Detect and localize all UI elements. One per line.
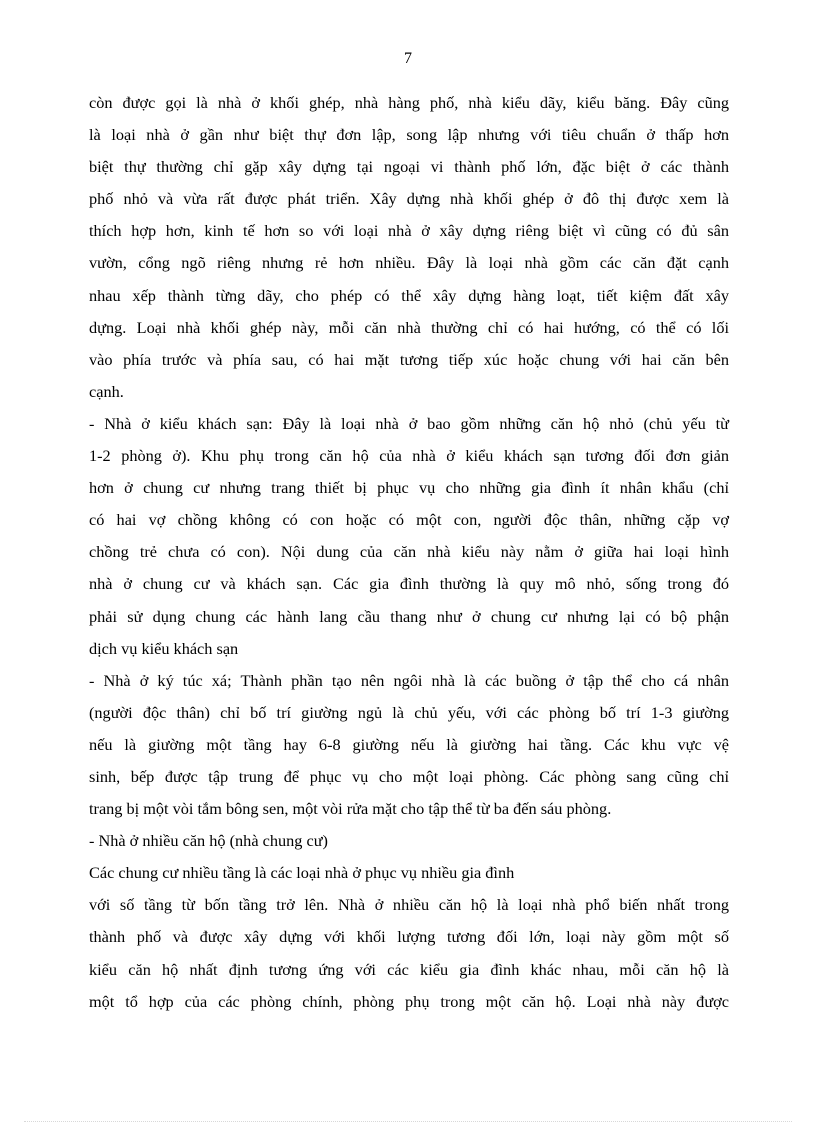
text-line: trang bị một vòi tắm bông sen, một vòi rửa mặt cho tập thể từ ba đến sáu phòng.: [89, 799, 612, 819]
document-body: [89, 87, 729, 1018]
text-line: với số tầng từ bốn tầng trở lên. Nhà ở nhiều căn hộ là loại nhà phổ biến nhất trong: [89, 895, 729, 915]
text-line: còn được gọi là nhà ở khối ghép, nhà hàng phố, nhà kiểu dãy, kiểu băng. Đây cũng: [89, 93, 729, 112]
text-line: vào phía trước và phía sau, có hai mặt tương tiếp xúc hoặc chung với hai căn bên: [89, 349, 729, 369]
page-bottom-divider: [24, 1121, 792, 1122]
text-line: phố nhỏ và vừa rất được phát triển. Xây dựng nhà khối ghép ở đô thị được xem là: [89, 189, 729, 209]
text-line: nếu là giường một tầng hay 6-8 giường nếu là giường hai tầng. Các khu vực vệ: [89, 734, 729, 754]
page-number: 7: [404, 50, 412, 67]
text-line: thành phố và được xây dựng với khối lượng tương đối lớn, loại này gồm một số: [89, 927, 729, 947]
text-line: - Nhà ở ký túc xá; Thành phần tạo nên ngôi nhà là các buồng ở tập thể cho cá nhân: [89, 670, 729, 690]
text-line: một tổ hợp của các phòng chính, phòng phụ trong một căn hộ. Loại nhà này được: [89, 991, 729, 1011]
text-line: cạnh.: [89, 381, 124, 401]
text-line: biệt thự thường chỉ gặp xây dựng tại ngoại vi thành phố lớn, đặc biệt ở các thành: [89, 157, 729, 177]
text-line: 1-2 phòng ở). Khu phụ trong căn hộ của nhà ở kiểu khách sạn tương đối đơn giản: [89, 446, 729, 466]
text-line: nhà ở chung cư và khách sạn. Các gia đình thường là quy mô nhỏ, sống trong đó: [89, 574, 729, 594]
text-line: sinh, bếp được tập trung để phục vụ cho một loại phòng. Các phòng sang cũng chỉ: [89, 766, 729, 786]
text-line: chồng trẻ chưa có con). Nội dung của căn nhà kiểu này nằm ở giữa hai loại hình: [89, 542, 729, 562]
text-line: - Nhà ở nhiều căn hộ (nhà chung cư): [89, 831, 328, 851]
text-line: - Nhà ở kiểu khách sạn: Đây là loại nhà ở bao gồm những căn hộ nhỏ (chủ yếu từ: [89, 413, 729, 433]
text-line: thích hợp hơn, kinh tế hơn so với loại nhà ở xây dựng riêng biệt vì cũng có đủ sân: [89, 221, 729, 241]
text-line: dịch vụ kiểu khách sạn: [89, 638, 239, 658]
text-line: nhau xếp thành từng dãy, cho phép có thể xây dựng hàng loạt, tiết kiệm đất xây: [89, 285, 729, 305]
text-line: Các chung cư nhiều tầng là các loại nhà ở phục vụ nhiều gia đình: [89, 863, 515, 883]
text-line: là loại nhà ở gần như biệt thự đơn lập, song lập nhưng với tiêu chuẩn ở thấp hơn: [89, 125, 729, 145]
text-line: có hai vợ chồng không có con hoặc có một con, người độc thân, những cặp vợ: [89, 510, 729, 530]
text-line: vườn, cổng ngõ riêng nhưng rẻ hơn nhiều. Đây là loại nhà gồm các căn đặt cạnh: [89, 253, 729, 273]
text-line: hơn ở chung cư nhưng trang thiết bị phục vụ cho những gia đình ít nhân khẩu (chỉ: [89, 478, 729, 498]
text-line: kiểu căn hộ nhất định tương ứng với các kiểu gia đình khác nhau, mỗi căn hộ là: [89, 959, 729, 979]
text-line: dựng. Loại nhà khối ghép này, mỗi căn nhà thường chỉ có hai hướng, có thể có lối: [89, 317, 729, 337]
text-line: phải sử dụng chung các hành lang cầu thang như ở chung cư nhưng lại có bộ phận: [89, 606, 729, 626]
text-line: (người độc thân) chỉ bố trí giường ngủ là chủ yếu, với các phòng bố trí 1-3 giường: [89, 702, 729, 722]
